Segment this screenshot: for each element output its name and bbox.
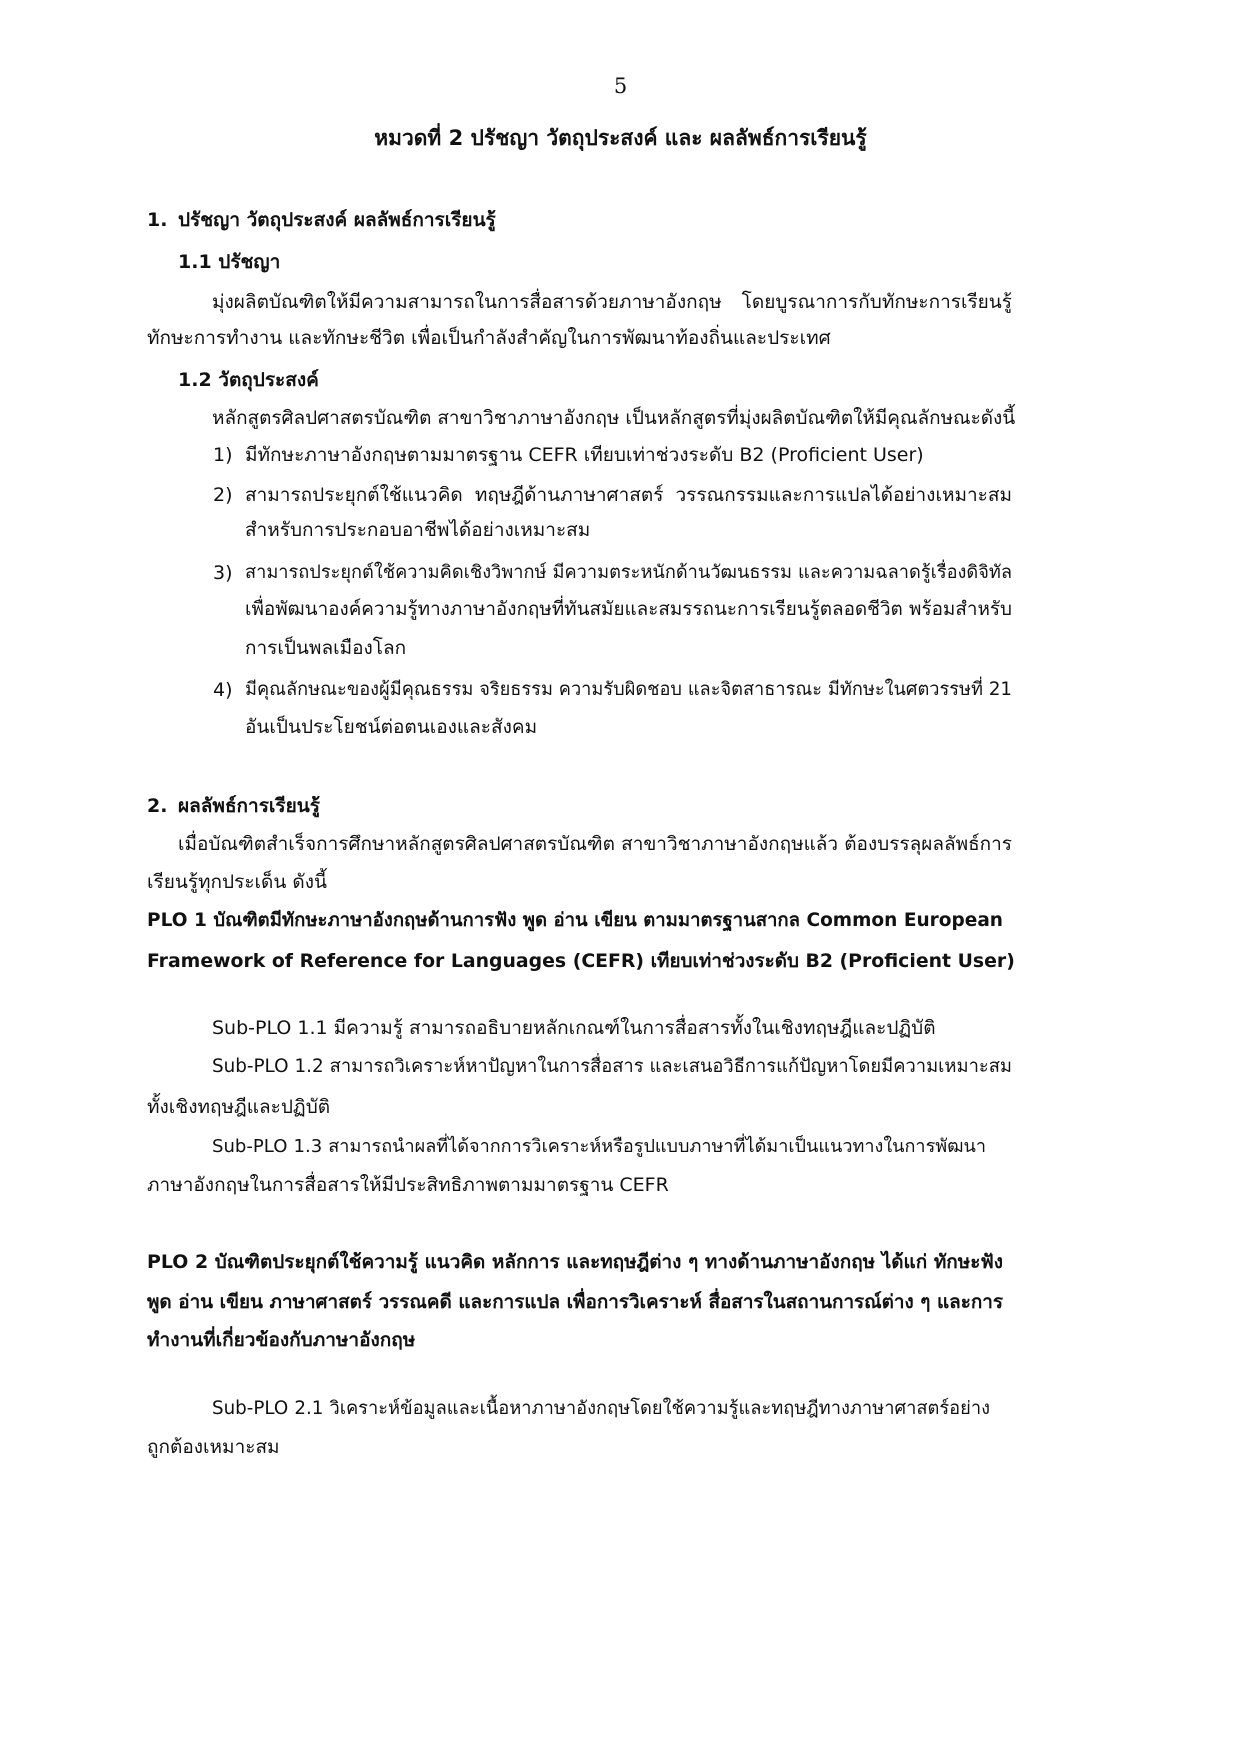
sub-plo-1-2-line-1: Sub-PLO 1.2 สามารถวิเคราะห์หาปัญหาในการสื่อสาร และเสนอวิธีการแก้ปัญหาโดยมีความเหมาะสม xyxy=(212,1056,1012,1077)
sub-plo-1-3-line-1: Sub-PLO 1.3 สามารถนำผลที่ได้จากการวิเคราะห์หรือรูปแบบภาษาที่ได้มาเป็นแนวทางในการพัฒนา xyxy=(212,1136,986,1157)
plo-2-line-1: PLO 2 บัณฑิตประยุกต์ใช้ความรู้ แนวคิด หลักการ และทฤษฎีต่าง ๆ ทางด้านภาษาอังกฤษ ได้แก่ ทักษะฟัง xyxy=(147,1251,1003,1273)
sub-plo-1-3-line-2: ภาษาอังกฤษในการสื่อสารให้มีประสิทธิภาพตามมาตรฐาน CEFR xyxy=(147,1174,669,1196)
objective-1-number: 1) xyxy=(213,444,233,466)
objective-3-line-1: สามารถประยุกต์ใช้ความคิดเชิงวิพากษ์ มีความตระหนักด้านวัฒนธรรม และความฉลาดรู้เรื่องดิจิทัล xyxy=(245,562,1012,583)
chapter-title: หมวดที่ 2 ปรัชญา วัตถุประสงค์ และ ผลลัพธ์การเรียนรู้ xyxy=(374,126,867,150)
philosophy-line-1: มุ่งผลิตบัณฑิตให้มีความสามารถในการสื่อสารด้วยภาษาอังกฤษ โดยบูรณาการกับทักษะการเรียนรู้ xyxy=(212,291,1012,313)
sub-plo-2-1-line-2: ถูกต้องเหมาะสม xyxy=(147,1436,280,1458)
sub-plo-1-2-line-2: ทั้งเชิงทฤษฎีและปฏิบัติ xyxy=(147,1096,331,1118)
plo-2-line-2: พูด อ่าน เขียน ภาษาศาสตร์ วรรณคดี และการแปล เพื่อการวิเคราะห์ สื่อสารในสถานการณ์ต่าง ๆ และการ xyxy=(147,1291,1003,1313)
objective-2-line-1: สามารถประยุกต์ใช้แนวคิด ทฤษฎีด้านภาษาศาสตร์ วรรณกรรมและการแปลได้อย่างเหมาะสม xyxy=(245,484,1012,506)
section-1-heading: ปรัชญา วัตถุประสงค์ ผลลัพธ์การเรียนรู้ xyxy=(178,209,496,231)
objective-1-line-1: มีทักษะภาษาอังกฤษตามมาตรฐาน CEFR เทียบเท่าช่วงระดับ B2 (Proficient User) xyxy=(245,444,924,466)
plo-1-line-2: Framework of Reference for Languages (CEFR) เทียบเท่าช่วงระดับ B2 (Proficient User) xyxy=(147,950,1015,972)
objective-4-line-1: มีคุณลักษณะของผู้มีคุณธรรม จริยธรรม ความรับผิดชอบ และจิตสาธารณะ มีทักษะในศตวรรษที่ 21 xyxy=(245,679,1012,700)
objective-2-number: 2) xyxy=(213,484,233,506)
plo-2-line-3: ทำงานที่เกี่ยวข้องกับภาษาอังกฤษ xyxy=(147,1329,416,1351)
objective-3-line-2: เพื่อพัฒนาองค์ความรู้ทางภาษาอังกฤษที่ทันสมัยและสมรรถนะการเรียนรู้ตลอดชีวิต พร้อมสำหรับ xyxy=(245,598,1012,620)
sub-plo-1-1: Sub-PLO 1.1 มีความรู้ สามารถอธิบายหลักเกณฑ์ในการสื่อสารทั้งในเชิงทฤษฎีและปฏิบัติ xyxy=(212,1017,936,1039)
subsection-1-2-heading: 1.2 วัตถุประสงค์ xyxy=(178,369,319,391)
sub-plo-2-1-line-1: Sub-PLO 2.1 วิเคราะห์ข้อมูลและเนื้อหาภาษาอังกฤษโดยใช้ความรู้และทฤษฎีทางภาษาศาสตร์อย่าง xyxy=(212,1398,990,1419)
section-2-heading: ผลลัพธ์การเรียนรู้ xyxy=(178,795,320,817)
outcomes-intro-line-2: เรียนรู้ทุกประเด็น ดังนี้ xyxy=(147,871,327,893)
objectives-intro: หลักสูตรศิลปศาสตรบัณฑิต สาขาวิชาภาษาอังกฤษ เป็นหลักสูตรที่มุ่งผลิตบัณฑิตให้มีคุณลักษณะดังนี้ xyxy=(212,407,1016,429)
objective-4-number: 4) xyxy=(213,679,233,701)
plo-1-line-1: PLO 1 บัณฑิตมีทักษะภาษาอังกฤษด้านการฟัง พูด อ่าน เขียน ตามมาตรฐานสากล Common European xyxy=(147,910,1003,931)
objective-2-line-2: สำหรับการประกอบอาชีพได้อย่างเหมาะสม xyxy=(245,519,591,541)
objective-3-number: 3) xyxy=(213,562,233,584)
outcomes-intro-line-1: เมื่อบัณฑิตสำเร็จการศึกษาหลักสูตรศิลปศาสตรบัณฑิต สาขาวิชาภาษาอังกฤษแล้ว ต้องบรรลุผลลัพธ์การ xyxy=(178,833,1012,855)
section-1-number: 1. xyxy=(147,209,168,231)
objective-4-line-2: อันเป็นประโยชน์ต่อตนเองและสังคม xyxy=(245,716,538,738)
page-number: 5 xyxy=(613,74,628,98)
philosophy-line-2: ทักษะการทำงาน และทักษะชีวิต เพื่อเป็นกำลังสำคัญในการพัฒนาท้องถิ่นและประเทศ xyxy=(147,327,831,349)
objective-3-line-3: การเป็นพลเมืองโลก xyxy=(245,637,407,659)
subsection-1-1-heading: 1.1 ปรัชญา xyxy=(178,251,281,273)
section-2-number: 2. xyxy=(147,795,168,817)
